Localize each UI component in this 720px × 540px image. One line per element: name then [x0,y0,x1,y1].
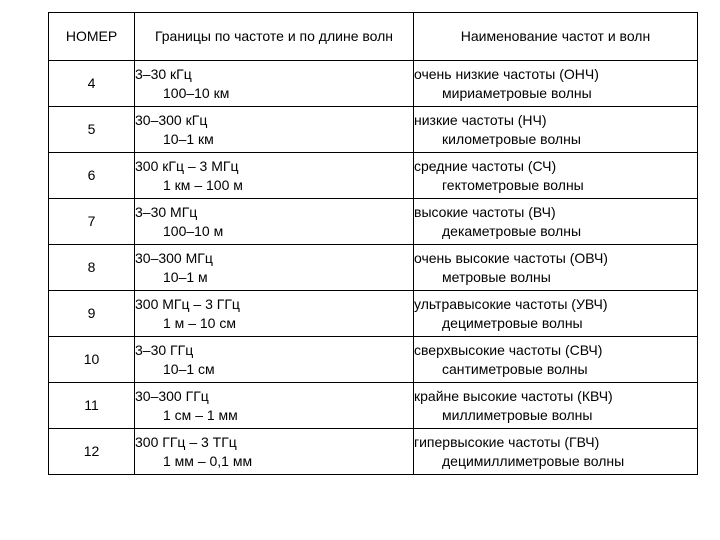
wavelength-range: 100–10 м [163,222,224,239]
wavelength-range: 10–1 м [163,268,208,285]
table-row [49,245,698,291]
frequency-range: 300 ГГц – 3 ТГц [135,433,237,450]
row-number: 6 [49,153,135,199]
table-row [49,429,698,475]
band-limits-cell [135,61,414,107]
row-number: 11 [49,383,135,429]
frequency-band-name: сверхвысокие частоты (СВЧ) [414,341,603,358]
frequency-range: 300 кГц – 3 МГц [135,157,239,174]
band-limits-cell [135,291,414,337]
band-limits-cell [135,107,414,153]
frequency-range: 30–300 кГц [135,111,208,128]
wavelength-range: 1 м – 10 см [163,314,236,331]
table-row [49,199,698,245]
table-row [49,61,698,107]
frequency-band-name: средние частоты (СЧ) [414,157,557,174]
band-name-cell [414,61,698,107]
frequency-range: 300 МГц – 3 ГГц [135,295,240,312]
frequency-band-name: низкие частоты (НЧ) [414,111,547,128]
frequency-band-table [48,12,698,475]
frequency-range: 3–30 МГц [135,203,198,220]
frequency-range: 30–300 МГц [135,249,213,266]
wavelength-range: 1 км – 100 м [163,176,243,193]
table-row [49,153,698,199]
wavelength-range: 1 см – 1 мм [163,406,238,423]
frequency-range: 3–30 кГц [135,65,192,82]
table-row [49,107,698,153]
wave-band-name: мириаметровые волны [442,84,592,101]
wavelength-range: 10–1 км [163,130,214,147]
row-number: 9 [49,291,135,337]
band-limits-cell [135,383,414,429]
wavelength-range: 1 мм – 0,1 мм [163,452,253,469]
frequency-band-name: очень высокие частоты (ОВЧ) [414,249,608,266]
row-number: 8 [49,245,135,291]
frequency-band-name: ультравысокие частоты (УВЧ) [414,295,608,312]
frequency-range: 3–30 ГГц [135,341,194,358]
wave-band-name: гектометровые волны [442,176,584,193]
wavelength-range: 10–1 см [163,360,215,377]
row-number: 7 [49,199,135,245]
table-row [49,291,698,337]
band-name-cell [414,107,698,153]
frequency-band-name: гипервысокие частоты (ГВЧ) [414,433,600,450]
wave-band-name: дециметровые волны [442,314,583,331]
header-row [49,13,698,61]
wave-band-name: миллиметровые волны [442,406,593,423]
band-name-cell [414,383,698,429]
band-limits-cell [135,337,414,383]
table-row [49,337,698,383]
row-number: 10 [49,337,135,383]
row-number: 5 [49,107,135,153]
band-limits-cell [135,245,414,291]
wave-band-name: децимиллиметровые волны [442,452,625,469]
frequency-band-name: крайне высокие частоты (КВЧ) [414,387,613,404]
frequency-band-name: высокие частоты (ВЧ) [414,203,556,220]
row-number: 4 [49,61,135,107]
header-number: НОМЕР [49,13,135,61]
wave-band-name: километровые волны [442,130,581,147]
table-row [49,383,698,429]
band-limits-cell [135,199,414,245]
band-name-cell [414,429,698,475]
wave-band-name: сантиметровые волны [442,360,588,377]
band-limits-cell [135,153,414,199]
row-number: 12 [49,429,135,475]
band-limits-cell [135,429,414,475]
wave-band-name: метровые волны [442,268,551,285]
band-name-cell [414,245,698,291]
band-name-cell [414,153,698,199]
wavelength-range: 100–10 км [163,84,230,101]
band-name-cell [414,291,698,337]
table-body [49,61,698,475]
header-band-name: Наименование частот и волн [414,13,698,61]
header-band-limits: Границы по частоте и по длине волн [135,13,414,61]
wave-band-name: декаметровые волны [442,222,582,239]
band-name-cell [414,199,698,245]
frequency-band-name: очень низкие частоты (ОНЧ) [414,65,599,82]
frequency-range: 30–300 ГГц [135,387,209,404]
band-name-cell [414,337,698,383]
